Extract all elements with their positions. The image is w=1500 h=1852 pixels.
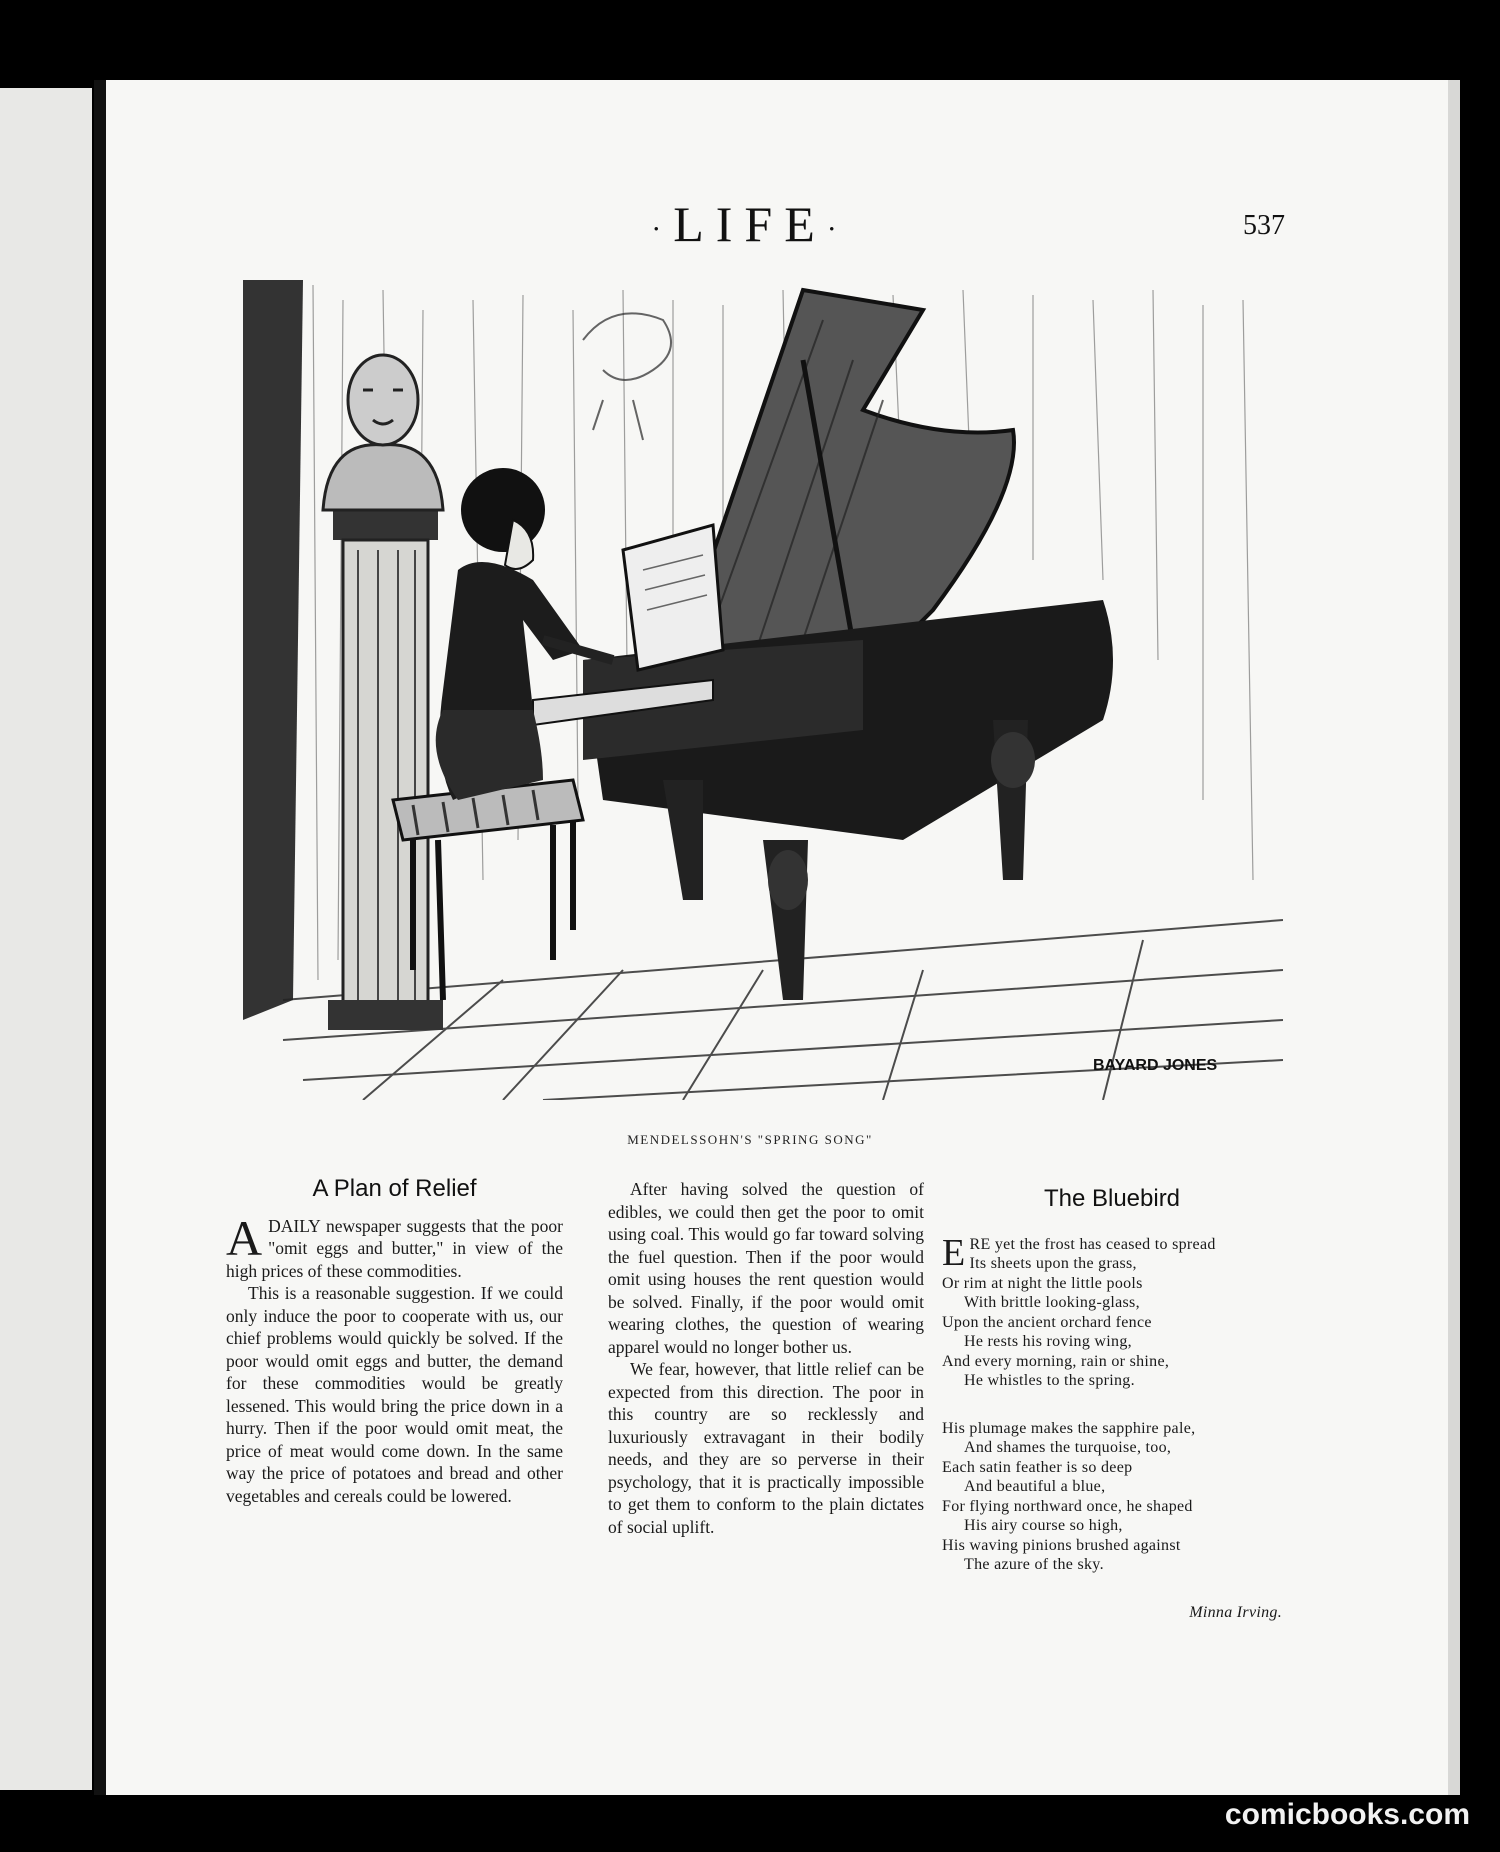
header-dot-right: · xyxy=(826,212,849,246)
artist-signature: BAYARD JONES xyxy=(1093,1057,1218,1074)
article-dropcap: A xyxy=(226,1209,263,1266)
poem-line: Or rim at night the little pools xyxy=(942,1274,1143,1292)
article-paragraph-1-text: DAILY newspaper suggests that the poor "omit eggs and butter," in view of the high prices of these commodities. xyxy=(226,1215,563,1281)
poem-line: The azure of the sky. xyxy=(964,1556,1104,1573)
poem-line: He rests his roving wing, xyxy=(964,1333,1132,1350)
poem-line: His plumage makes the sapphire pale, xyxy=(942,1419,1196,1437)
poem-line: His airy course so high, xyxy=(964,1517,1123,1534)
article-paragraph-2: This is a reasonable suggestion. If we could only induce the poor to cooperate with us, our chief problems would quickly be solved. If the poor would omit eggs and butter, the demand for these commodities would be greatly lessened. This would bring the price down in a hurry. Then if the poor would omit meat, the price of meat would come down. In the same way the price of potatoes and bread and other vegetables and cereals could be lowered. xyxy=(226,1283,563,1506)
header-dot-left: · xyxy=(651,212,674,246)
article-column-1 xyxy=(226,1175,563,1507)
poem-line: And every morning, rain or shine, xyxy=(942,1352,1170,1370)
poem-line: His waving pinions brushed against xyxy=(942,1536,1181,1554)
poem-line: And beautiful a blue, xyxy=(964,1478,1106,1495)
left-page-edge xyxy=(0,88,92,1790)
poem-author: Minna Irving. xyxy=(1189,1603,1282,1621)
poem-line: Upon the ancient orchard fence xyxy=(942,1313,1152,1331)
poem-stanza-1 xyxy=(942,1231,1282,1391)
poem-column xyxy=(942,1178,1282,1622)
poem-line: Its sheets upon the grass, xyxy=(969,1255,1137,1272)
site-watermark: comicbooks.com xyxy=(1224,1798,1470,1831)
poem-line: He whistles to the spring. xyxy=(964,1372,1135,1389)
poem-line: And shames the turquoise, too, xyxy=(964,1439,1172,1456)
poem-line-text: RE yet the frost has ceased to spread xyxy=(969,1235,1216,1253)
piano-illustration xyxy=(243,280,1283,1100)
poem-title: The Bluebird xyxy=(1043,1185,1181,1212)
magazine-title: LIFE xyxy=(673,196,827,252)
article-column-2 xyxy=(608,1178,924,1538)
right-page-edge xyxy=(1448,80,1460,1795)
gutter xyxy=(94,80,106,1795)
curtain xyxy=(243,280,303,1020)
article-title: A Plan of Relief xyxy=(312,1175,477,1202)
illustration-caption: MENDELSSOHN'S "SPRING SONG" xyxy=(627,1132,873,1147)
poem-line: With brittle looking-glass, xyxy=(964,1294,1140,1311)
poem-dropcap: E xyxy=(942,1231,966,1274)
pedestal xyxy=(328,510,443,1030)
poem-stanza-2 xyxy=(942,1419,1282,1575)
page-number: 537 xyxy=(1243,210,1285,241)
article-paragraph-3: After having solved the question of edibles, we could then get the poor to omit using coal. This would go far toward solving the fuel question. Then if the poor would omit using houses the rent question would be solved. Finally, if the poor would omit wearing clothes, the question of wearing apparel would no longer bother us. xyxy=(608,1179,924,1357)
article-paragraph-1 xyxy=(226,1209,563,1283)
poem-line: For flying northward once, he shaped xyxy=(942,1497,1193,1515)
poem-body xyxy=(942,1231,1282,1623)
poem-line: Each satin feather is so deep xyxy=(942,1458,1133,1476)
article-paragraph-4: We fear, however, that little relief can be expected from this direction. The poor in this country are so recklessly and luxuriously extravagant in their bodily needs, and they are so perverse in their psychology, that it is practically impossible to get them to conform to the plain dictates of social uplift. xyxy=(608,1359,924,1537)
